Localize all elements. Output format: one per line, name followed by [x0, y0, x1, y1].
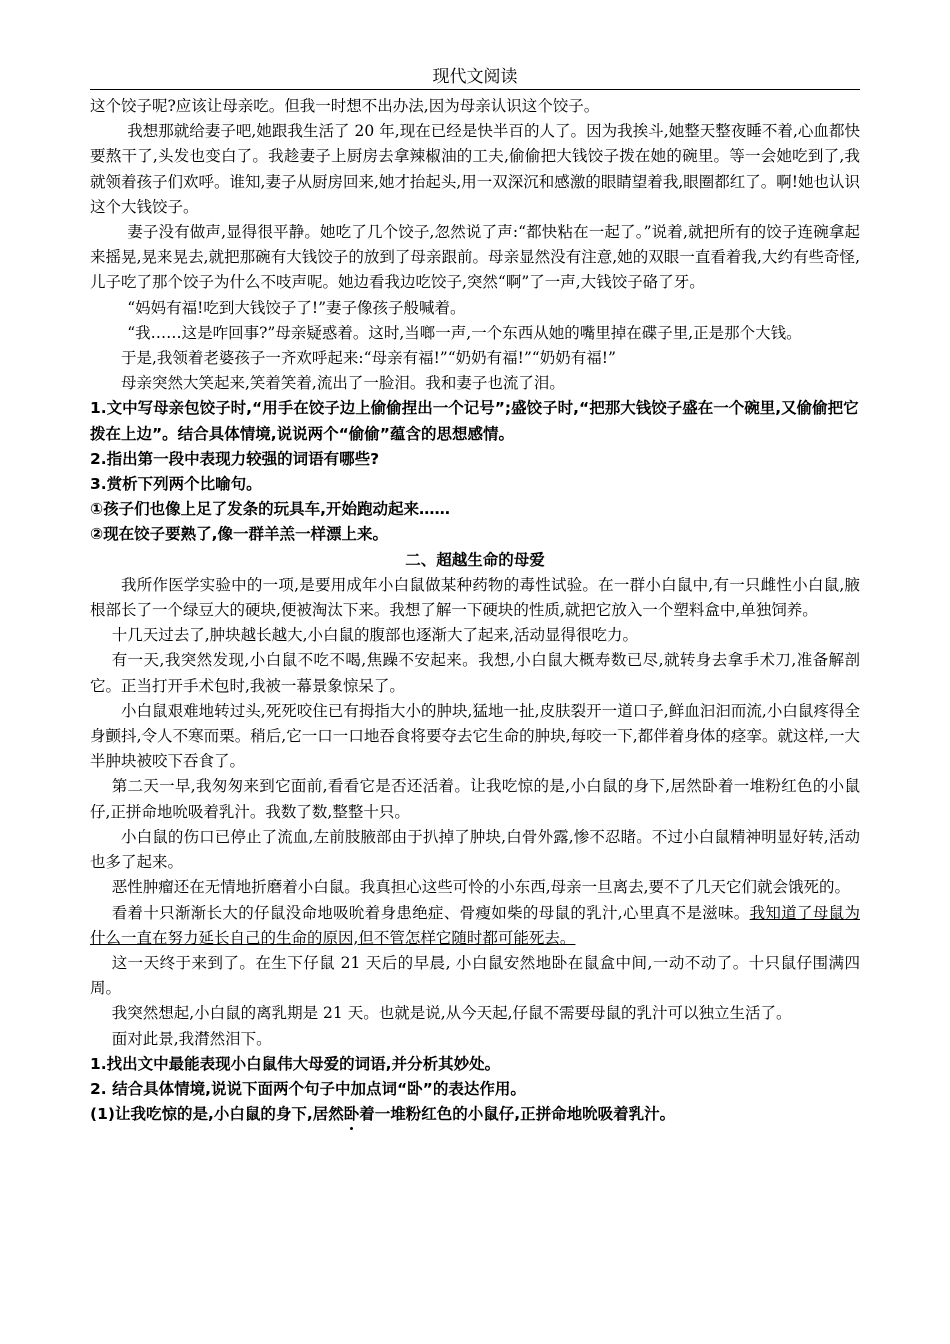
question-3-item-1: ①孩子们也像上足了发条的玩具车,开始跑动起来…… — [90, 500, 451, 519]
paragraph-text: 看着十只渐渐长大的仔鼠没命地吸吮着身患绝症、骨瘦如柴的母鼠的乳汁,心里真不是滋味。 — [111, 903, 750, 922]
question-2: 2. 结合具体情境,说说下面两个句子中加点词“卧”的表达作用。 — [90, 1079, 526, 1098]
question-2: 2.指出第一段中表现力较强的词语有哪些? — [90, 449, 380, 468]
question-3: 3.赏析下列两个比喻句。 — [90, 475, 262, 494]
page-header: 现代文阅读 — [432, 67, 518, 87]
paragraph: 我想那就给妻子吧,她跟我生活了 20 年,现在已经是快半百的人了。因为我挨斗,她整天整夜睡不着,心血都快要熬干了,头发也变白了。我趁妻子上厨房去拿辣椒油的工夫,偷偷把大钱饺子拨在她的碗里。等一会她吃到了,我就领着孩子们欢呼。谁知,妻子从厨房回来,她才抬起头,用一双深沉和感激的眼睛望着我,眼圈都红了。啊!她也认识这个大钱饺子。 — [90, 122, 860, 216]
question-1: 1.找出文中最能表现小白鼠伟大母爱的词语,并分析其妙处。 — [90, 1054, 501, 1073]
paragraph: 妻子没有做声,显得很平静。她吃了几个饺子,忽然说了声:“都快粘在一起了。”说着,就把所有的饺子连碗拿起来摇晃,晃来晃去,就把那碗有大钱饺子的放到了母亲跟前。母亲显然没有注意,她的双眼一直看着我,大约有些奇怪,儿子吃了那个饺子为什么不吱声呢。她边看我边吃饺子,突然“啊”了一声,大钱饺子硌了牙。 — [90, 223, 860, 292]
paragraph: 第二天一早,我匆匆来到它面前,看看它是否还活着。让我吃惊的是,小白鼠的身下,居然卧着一堆粉红色的小鼠仔,正拼命地吮吸着乳汁。我数了数,整整十只。 — [90, 777, 860, 821]
header-divider — [90, 89, 860, 90]
underlined-sentence: 我知道了母鼠为什么一直在努力延长自己的生命的原因,但不管怎样它随时都可能死去。 — [90, 903, 860, 947]
question-3-item-2: ②现在饺子要熟了,像一群羊羔一样漂上来。 — [90, 525, 389, 544]
question-1: 1.文中写母亲包饺子时,“用手在饺子边上偷偷捏出一个记号”;盛饺子时,“把那大钱饺子盛在一个碗里,又偷偷把它拨在上边”。结合具体情境,说说两个“偷偷”蕴含的思想感情。 — [90, 399, 859, 443]
paragraph: 母亲突然大笑起来,笑着笑着,流出了一脸泪。我和妻子也流了泪。 — [121, 374, 565, 393]
paragraph: 小白鼠的伤口已停止了流血,左前肢腋部由于扒掉了肿块,白骨外露,惨不忍睹。不过小白鼠精神明显好转,活动也多了起来。 — [90, 827, 860, 872]
paragraph: 有一天,我突然发现,小白鼠不吃不喝,焦躁不安起来。我想,小白鼠大概寿数已尽,就转身去拿手术刀,准备解剖它。正当打开手术包时,我被一幕景象惊呆了。 — [90, 651, 860, 695]
sentence-before: (1)让我吃惊的是,小白鼠的身下,居然 — [90, 1105, 344, 1124]
paragraph: 我突然想起,小白鼠的离乳期是 21 天。也就是说,从今天起,仔鼠不需要母鼠的乳汁可以独立生活了。 — [111, 1004, 792, 1023]
paragraph — [90, 901, 860, 951]
paragraph: 这个饺子呢?应该让母亲吃。但我一时想不出办法,因为母亲认识这个饺子。 — [90, 97, 600, 115]
paragraph: “我……这是咋回事?”母亲疑惑着。这时,当啷一声,一个东西从她的嘴里掉在碟子里,正是那个大钱。 — [127, 323, 802, 342]
paragraph: 我所作医学实验中的一项,是要用成年小白鼠做某种药物的毒性试验。在一群小白鼠中,有一只雌性小白鼠,腋根部长了一个绿豆大的硬块,便被淘汰下来。我想了解一下硬块的性质,就把它放入一个塑料盒中,单独饲养。 — [90, 575, 860, 620]
section-title: 二、超越生命的母爱 — [405, 550, 545, 569]
paragraph: 于是,我领着老婆孩子一齐欢呼起来:“母亲有福!”“奶奶有福!”“奶奶有福!” — [121, 349, 616, 368]
paragraph: 恶性肿瘤还在无情地折磨着小白鼠。我真担心这些可怜的小东西,母亲一旦离去,要不了几天它们就会饿死的。 — [111, 878, 851, 897]
paragraph: 面对此景,我潸然泪下。 — [111, 1029, 272, 1048]
paragraph: 小白鼠艰难地转过头,死死咬住已有拇指大小的肿块,猛地一扯,皮肤裂开一道口子,鲜血汩汩而流,小白鼠疼得全身颤抖,令人不寒而栗。稍后,它一口一口地吞食将要夺去它生命的肿块,每咬一下,都伴着身体的痉挛。就这样,一大半肿块被咬下吞食了。 — [90, 701, 860, 771]
dotted-word: 卧 — [343, 1105, 360, 1124]
document-body — [90, 94, 860, 1127]
paragraph: 这一天终于来到了。在生下仔鼠 21 天后的早晨, 小白鼠安然地卧在鼠盒中间,一动不动了。十只鼠仔围满四周。 — [90, 953, 860, 998]
paragraph: “妈妈有福!吃到大钱饺子了!”妻子像孩子般喊着。 — [127, 298, 466, 317]
paragraph: 十几天过去了,肿块越长越大,小白鼠的腹部也逐渐大了起来,活动显得很吃力。 — [111, 626, 638, 645]
sentence-after: 着一堆粉红色的小鼠仔,正拼命地吮吸着乳汁。 — [359, 1105, 676, 1124]
question-2-sentence-1 — [90, 1102, 860, 1127]
